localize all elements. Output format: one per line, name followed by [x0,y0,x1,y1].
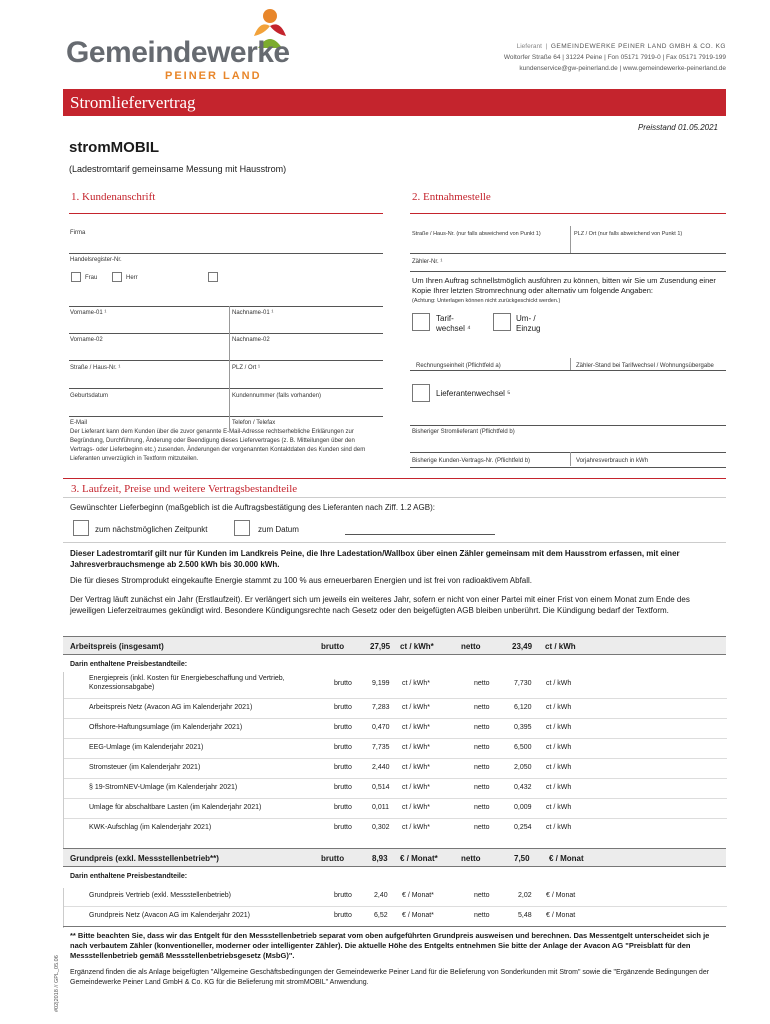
company-name: GEMEINDEWERKE PEINER LAND GMBH & CO. KG [550,43,726,50]
entnahme-plz-label: PLZ / Ort (nur falls abweichend von Punkt 1) [574,231,683,237]
grundpreis-item-row [64,910,727,924]
item-label: Umlage für abschaltbare Lasten (im Kalenderjahr 2021) [89,804,262,811]
grundpreis-label: Grundpreis (exkl. Messstellenbetrieb**) [70,854,219,863]
grundpreis-item-row [64,890,727,904]
item-netto-unit: € / Monat [546,892,576,899]
item-unit: ct / kWh* [402,724,431,731]
item-brutto: brutto [334,804,352,811]
item-brutto-value: 0,302 [372,824,390,831]
price-item-row [64,802,727,816]
item-brutto: brutto [334,744,352,751]
agb-text: Ergänzend finden die als Anlage beigefügten "Allgemeine Geschäftsbedingungen der Gemeindewerke Peiner Land für die Belieferung von Sonderkunden mit Strom" sowie die "Ergänzende Bedingungen der Gemeindewerke Peiner Land GmbH & Co. KG für die Belieferung mit stromMOBIL" Anwendung. [70,969,710,986]
darin-label-2: Darin enthaltene Preisbestandteile: [70,873,188,880]
item-netto-value: 6,500 [514,744,532,751]
title-bar [63,89,726,116]
zaehlerstand-label: Zähler-Stand bei Tarifwechsel / Wohnungsübergabe [576,363,714,369]
item-label: KWK-Aufschlag (im Kalenderjahr 2021) [89,824,212,831]
item-brutto-value: 0,470 [372,724,390,731]
herr-label: Herr [126,275,138,281]
item-netto-unit: ct / kWh [546,680,572,687]
logo-subtitle: PEINER LAND [165,70,262,82]
geburtsdatum-label: Geburtsdatum [70,393,109,399]
bisheriger-field[interactable] [410,452,726,453]
item-unit: ct / kWh* [402,704,431,711]
item-netto-unit: ct / kWh [546,704,572,711]
grundpreis-netto-value: 7,50 [514,854,530,863]
item-unit: € / Monat* [402,892,434,899]
vorname2-label: Vorname-02 [70,337,103,343]
nachname2-label: Nachname-02 [232,337,270,343]
price-item-row [64,822,727,836]
item-netto-value: 6,120 [514,704,532,711]
arbeitspreis-row [63,636,726,655]
naechstmoeglich-checkbox[interactable] [73,520,89,536]
logo-name: Gemeindewerke [66,36,290,69]
tarifwechsel-checkbox[interactable] [412,313,430,331]
price-item-row [64,702,727,716]
price-items-table [63,672,726,848]
item-netto: netto [474,784,490,791]
plz-label: PLZ / Ort ¹ [232,365,261,371]
item-brutto-value: 6,52 [374,912,388,919]
item-label: § 19-StromNEV-Umlage (im Kalenderjahr 2021) [89,784,238,791]
arbeitspreis-brutto: brutto [321,642,345,651]
name2-field[interactable] [69,360,383,361]
item-netto: netto [474,764,490,771]
rechnungseinheit-field[interactable] [410,370,726,371]
lieferantenwechsel-label: Lieferantenwechsel ⁵ [436,389,511,398]
section1-title: 1. Kundenanschrift [71,191,156,203]
lieferbeginn-text: Gewünschter Lieferbeginn (maßgeblich ist die Auftragsbestätigung des Lieferanten nach Ziff. 1.2 AGB): [70,503,435,512]
item-netto-value: 0,432 [514,784,532,791]
document-title: Stromliefervertrag [70,93,196,112]
price-date: Preisstand 01.05.2021 [637,123,718,132]
firma-label: Firma [70,230,86,236]
achtung-text: (Achtung: Unterlagen können nicht zurückgeschickt werden.) [412,298,561,304]
item-netto-unit: ct / kWh [546,784,572,791]
supplier-line: Lieferant | GEMEINDEWERKE PEINER LAND GMBH & CO. KG [516,43,726,50]
name1-field[interactable] [69,333,383,334]
item-netto-value: 5,48 [518,912,532,919]
item-brutto: brutto [334,784,352,791]
item-netto-unit: ct / kWh [546,724,572,731]
bisheriger-label: Bisheriger Stromlieferant (Pflichtfeld b) [412,429,515,435]
item-netto-unit: ct / kWh [546,744,572,751]
kundennr-field[interactable] [410,467,726,468]
frau-checkbox[interactable] [71,272,81,282]
item-netto-unit: ct / kWh [546,764,572,771]
energie-herkunft: Die für dieses Stromprodukt eingekaufte Energie stammt zu 100 % aus erneuerbaren Energien und ist frei von radioaktivem Abfall. [70,576,533,585]
item-brutto-value: 7,735 [372,744,390,751]
item-netto-value: 0,254 [514,824,532,831]
herr-checkbox[interactable] [112,272,122,282]
item-brutto: brutto [334,724,352,731]
company-address: Woltorfer Straße 64 | 31224 Peine | Fon 05171 7919-0 | Fax 05171 7919-199 [503,54,726,61]
firma-checkbox[interactable] [208,272,218,282]
firma-field[interactable] [69,253,383,254]
kundennr-label: Bisherige Kunden-Vertrags-Nr. (Pflichtfeld b) [412,458,531,464]
item-netto: netto [474,724,490,731]
messstellen-note: ** Bitte beachten Sie, dass wir das Entgelt für den Messstellenbetrieb separat vom oben aufgeführten Grundpreis ausweisen und berechnen. Das Messentgelt unterscheidet sich je nach verbautem Zähler (konventioneller, moderner oder intelligenter Zähler). Die aktuelle Höhe des Entgelts entnehmen Sie bitte der Anlage der Avacon AG "Preisblatt für den Messstellenbetrieb gemäß Messstellenbetriebsgesetz (MsbG)". [70,931,710,960]
umzug-label: Um- / Einzug [516,314,541,333]
zum-datum-label: zum Datum [258,525,299,534]
item-netto-value: 2,050 [514,764,532,771]
grundpreis-brutto-value: 8,93 [372,854,388,863]
item-netto: netto [474,744,490,751]
item-unit: ct / kWh* [402,764,431,771]
item-netto-value: 0,395 [514,724,532,731]
entnahme-strasse-label: Straße / Haus-Nr. (nur falls abweichend von Punkt 1) [412,231,541,237]
item-netto-unit: € / Monat [546,912,576,919]
arbeitspreis-brutto-value: 27,95 [370,642,391,651]
item-brutto-value: 0,011 [372,804,389,811]
item-label: EEG-Umlage (im Kalenderjahr 2021) [89,744,204,751]
umzug-checkbox[interactable] [493,313,511,331]
arbeitspreis-unit: ct / kWh* [400,642,434,651]
product-name: stromMOBIL [69,139,159,156]
item-label: Energiepreis (inkl. Kosten für Energiebeschaffung und Vertrieb, Konzessionsabgabe) [89,675,285,691]
item-brutto-value: 2,40 [374,892,388,899]
section3-title: 3. Laufzeit, Preise und weitere Vertragsbestandteile [71,483,298,495]
item-label: Stromsteuer (im Kalenderjahr 2021) [89,764,201,771]
item-label: Arbeitspreis Netz (Avacon AG im Kalenderjahr 2021) [89,704,253,711]
company-contact: kundenservice@gw-peinerland.de | www.gemeindewerke-peinerland.de [519,65,726,72]
arbeitspreis-label: Arbeitspreis (insgesamt) [70,642,164,651]
arbeitspreis-netto: netto [461,642,481,651]
item-label: Grundpreis Vertrieb (exkl. Messstellenbetrieb) [89,892,232,899]
item-netto: netto [474,680,490,687]
item-brutto-value: 0,514 [372,784,390,791]
vorname1-label: Vorname-01 ¹ [70,310,107,316]
frau-label: Frau [85,275,98,281]
arbeitspreis-netto-unit: ct / kWh [545,642,576,651]
darin-label-1: Darin enthaltene Preisbestandteile: [70,661,188,668]
grundpreis-netto: netto [461,854,481,863]
telefon-label: Telefon / Telefax [232,420,276,426]
item-unit: ct / kWh* [402,744,431,751]
tarifwechsel-label: Tarif-wechsel ⁴ [436,314,471,333]
grundpreis-netto-unit: € / Monat [549,854,584,863]
entnahme-address-field[interactable] [410,253,726,254]
item-brutto: brutto [334,680,352,687]
item-netto-unit: ct / kWh [546,824,572,831]
item-netto: netto [474,912,490,919]
address-field[interactable] [69,388,383,389]
email-label: E-Mail [70,420,88,426]
item-netto: netto [474,804,490,811]
item-netto-value: 0,009 [514,804,532,811]
item-brutto: brutto [334,824,352,831]
supplier-label: Lieferant [516,43,542,50]
zaehler-field[interactable] [410,271,726,272]
item-brutto: brutto [334,704,352,711]
rechnungseinheit-label: Rechnungseinheit (Pflichtfeld a) [416,363,501,369]
nachname1-label: Nachname-01 ¹ [232,310,274,316]
item-brutto: brutto [334,912,352,919]
item-netto: netto [474,892,490,899]
grundpreis-brutto: brutto [321,854,345,863]
item-netto-unit: ct / kWh [546,804,572,811]
item-brutto-value: 2,440 [372,764,390,771]
item-netto: netto [474,704,490,711]
lieferant-top-field[interactable] [410,425,726,426]
price-item-row [64,672,727,694]
zum-datum-checkbox[interactable] [234,520,250,536]
arbeitspreis-netto-value: 23,49 [512,642,533,651]
item-netto-value: 2,02 [518,892,532,899]
item-netto-value: 7,730 [514,680,532,687]
strasse-label: Straße / Haus-Nr. ¹ [70,365,121,371]
item-label: Grundpreis Netz (Avacon AG im Kalenderjahr 2021) [89,912,250,919]
item-netto: netto [474,824,490,831]
email-note: Der Lieferant kann dem Kunden über die zuvor genannte E-Mail-Adresse rechtserhebliche Erklärungen zur Begründung, Durchführung, Änderung oder Beendigung dieses Liefervertrages (z. B. Mitteilungen über den Vertrags- oder Lieferbeginn etc.) zusenden. Änderungen der vorgenannten Kontaktdaten des Kunden sind dem Lieferanten unverzüglich in Textform mitzuteilen. [70,429,366,462]
tarif-condition: Dieser Ladestromtarif gilt nur für Kunden im Landkreis Peine, die Ihre Ladestation/Wallbox über einen Zähler gemeinsam mit dem Hausstrom erfassen, mit einer Jahresverbrauchsmenge ab 2.500 kWh bis 30.000 kWh. [70,549,680,569]
datum-field[interactable] [345,534,495,535]
product-subtitle: (Ladestromtarif gemeinsame Messung mit Hausstrom) [69,164,287,174]
vertrag-laufzeit: Der Vertrag läuft zunächst ein Jahr (Erstlaufzeit). Er verlängert sich um jeweils ein weiteres Jahr, sofern er nicht von einer Partei mit einer Frist von einem Monat zum Ende des jeweiligen Lieferzeitraumes gekündigt wird. Besondere Kündigungsrechte nach Gesetz oder den beigefügten AGB bleiben unberührt. Die Kündigung bedarf der Textform. [70,595,690,615]
item-brutto-value: 7,283 [372,704,390,711]
price-item-row [64,722,727,736]
grundpreis-unit: € / Monat* [400,854,438,863]
vorjahr-label: Vorjahresverbrauch in kWh [576,458,649,464]
birth-field[interactable] [69,416,383,417]
item-unit: € / Monat* [402,912,434,919]
naechstmoeglich-label: zum nächstmöglichen Zeitpunkt [95,525,208,534]
price-item-row [64,762,727,776]
item-unit: ct / kWh* [402,784,431,791]
price-item-row [64,782,727,796]
item-brutto: brutto [334,764,352,771]
handelsregister-label: Handelsregister-Nr. [70,257,122,263]
zaehler-label: Zähler-Nr. ¹ [412,259,443,265]
price-item-row [64,742,727,756]
section2-title: 2. Entnahmestelle [412,191,491,203]
item-label: Offshore-Haftungsumlage (im Kalenderjahr 2021) [89,724,243,731]
item-brutto-value: 9,199 [372,680,390,687]
item-unit: ct / kWh* [402,680,431,687]
item-brutto: brutto [334,892,352,899]
item-unit: ct / kWh* [402,824,431,831]
lieferantenwechsel-checkbox[interactable] [412,384,430,402]
auftrag-text: Um Ihren Auftrag schnellstmöglich ausführen zu können, bitten wir Sie um Zusendung einer Kopie Ihrer letzten Stromrechnung oder alternativ um folgende Angaben: [412,276,716,295]
grundpreis-items-table [63,888,726,928]
kundennummer-label: Kundennummer (falls vorhanden) [232,393,322,399]
form-id: #02|2018 // GPL_05.06 [54,955,60,1012]
item-unit: ct / kWh* [402,804,431,811]
grundpreis-row [63,848,726,867]
